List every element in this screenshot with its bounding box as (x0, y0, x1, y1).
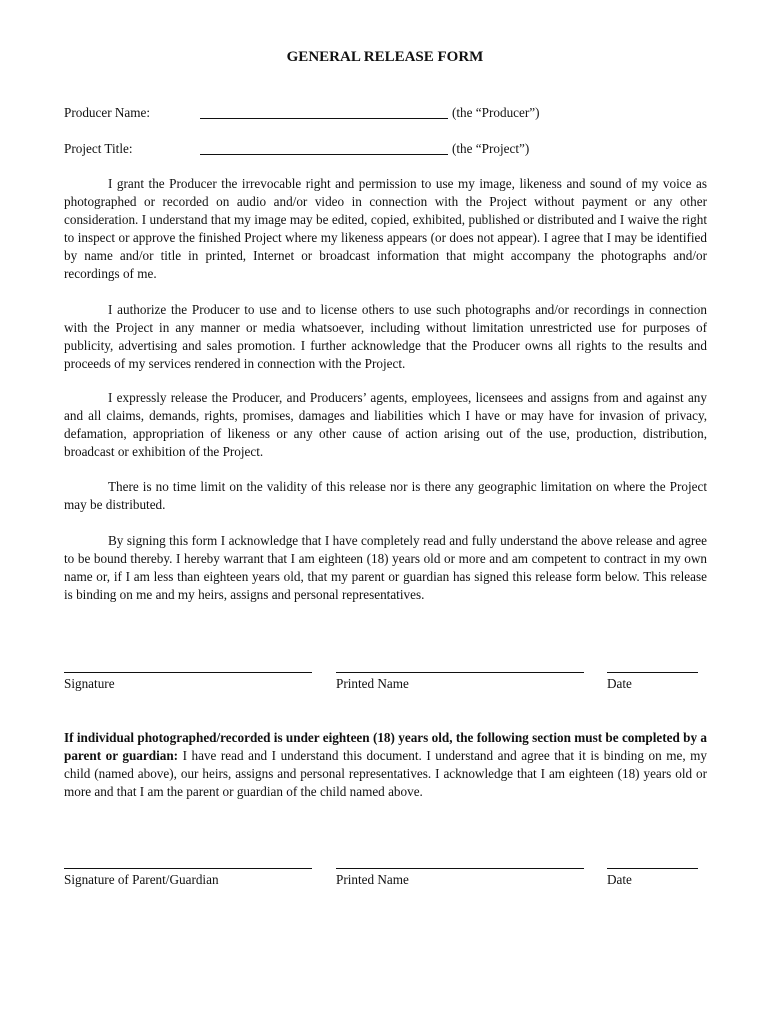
guardian-section (64, 729, 707, 801)
date-label: Date (607, 676, 632, 691)
date-line[interactable] (607, 672, 698, 673)
form-title: GENERAL RELEASE FORM (286, 49, 484, 65)
producer-name-label: Producer Name: (64, 105, 151, 120)
guardian-printed-name-line[interactable] (336, 868, 584, 869)
guardian-section-text: I have read and I understand this document. I understand and agree that it is binding on me, my child (named above), our heirs, assigns and personal representatives. I acknowledge that I am eighteen (18) years old or more and that I am the parent or guardian of the child named above. (64, 748, 707, 799)
paragraph-grant: I grant the Producer the irrevocable right and permission to use my image, likeness and sound of my voice as photographed or recorded on audio and/or video in connection with the Project without payment or any other consideration. I understand that my image may be edited, copied, exhibited, published or distributed and I waive the right to inspect or approve the finished Project where my likeness appears (or does not appear). I agree that I may be identified by name and/or title in printed, Internet or broadcast information that might accompany the photographs and/or recordings of me. (64, 176, 707, 281)
project-title-suffix: (the “Project”) (452, 141, 530, 156)
producer-name-blank[interactable] (200, 118, 448, 119)
guardian-section-lead: If individual photographed/recorded is under eighteen (18) years old, the following section must be completed by a parent or guardian: (64, 730, 707, 763)
signature-label: Signature (64, 676, 115, 691)
guardian-date-label: Date (607, 872, 632, 887)
producer-name-row (64, 104, 714, 122)
guardian-date-line[interactable] (607, 868, 698, 869)
paragraph-time-limit: There is no time limit on the validity of this release nor is there any geographic limitation on where the Project may be distributed. (64, 479, 707, 512)
signature-line[interactable] (64, 672, 312, 673)
printed-name-label: Printed Name (336, 676, 409, 691)
guardian-signature-line[interactable] (64, 868, 312, 869)
paragraph-authorize: I authorize the Producer to use and to license others to use such photographs and/or recordings in connection with the Project in any manner or media whatsoever, including without limitation unrestricted use for purposes of publicity, advertising and sales promotion. I further acknowledge that the Producer owns all rights to the results and proceeds of my services rendered in connection with the Project. (64, 302, 707, 371)
project-title-blank[interactable] (200, 154, 448, 155)
guardian-signature-label: Signature of Parent/Guardian (64, 872, 219, 887)
guardian-printed-name-label: Printed Name (336, 872, 409, 887)
project-title-row (64, 140, 714, 158)
paragraph-release: I expressly release the Producer, and Producers’ agents, employees, licensees and assigns from and against any and all claims, demands, rights, promises, damages and liabilities which I have or may have for invasion of privacy, defamation, appropriation of likeness or any other cause of action arising out of the use, production, distribution, broadcast or exhibition of the Project. (64, 390, 707, 459)
producer-name-suffix: (the “Producer”) (452, 105, 540, 120)
printed-name-line[interactable] (336, 672, 584, 673)
project-title-label: Project Title: (64, 141, 133, 156)
paragraph-acknowledge: By signing this form I acknowledge that I have completely read and fully understand the above release and agree to be bound thereby. I hereby warrant that I am eighteen (18) years old or more and am competent to contract in my own name or, if I am less than eighteen years old, that my parent or guardian has signed this release form below. This release is binding on me and my heirs, assigns and personal representatives. (64, 533, 707, 602)
